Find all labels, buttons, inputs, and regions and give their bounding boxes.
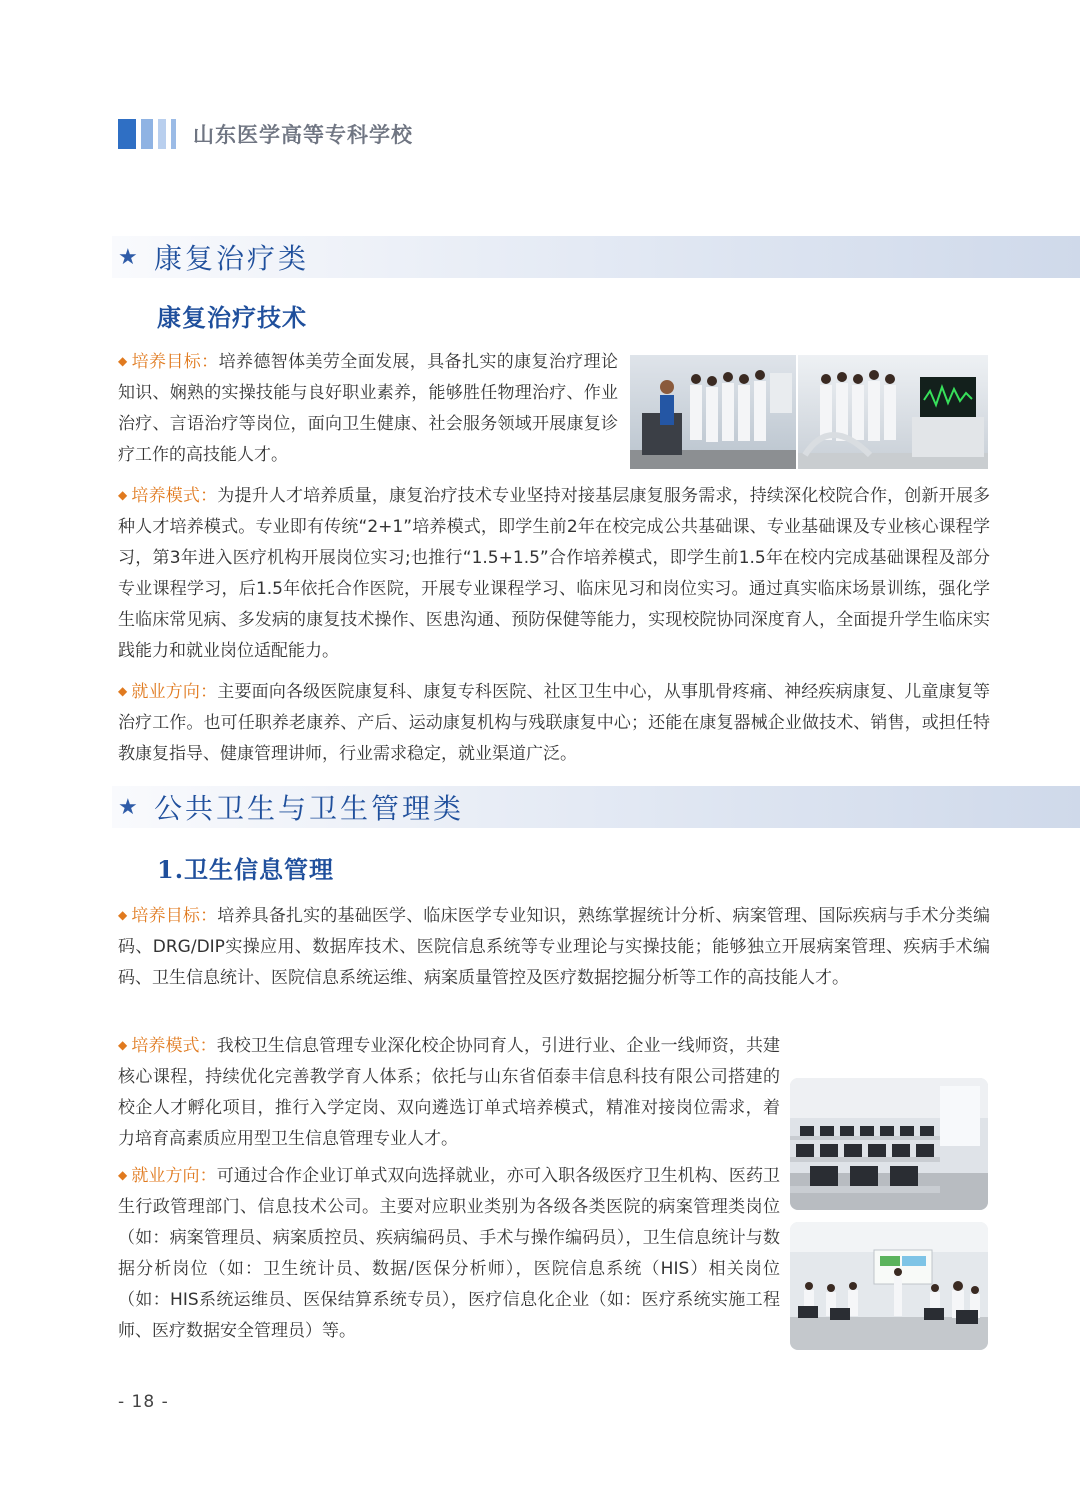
employment-paragraph	[118, 1160, 780, 1347]
diamond-bullet-icon: ◆	[118, 1038, 128, 1052]
training-goal-paragraph	[118, 346, 618, 471]
category-heading	[118, 236, 309, 278]
training-mode-paragraph	[118, 480, 990, 667]
diamond-bullet-icon: ◆	[118, 684, 128, 698]
label-training-goal: 培养目标：	[131, 352, 219, 372]
employment-text: 可通过合作企业订单式双向选择就业，亦可入职各级医疗卫生机构、医药卫生行政管理部门、信息技术公司。主要对应职业类别为各级各类医院的病案管理类岗位（如：病案管理员、病案质控员、疾病编码员、手术与操作编码员），卫生信息统计与数据分析岗位（如：卫生统计员、数据/医保分析师），医院信息系统（HIS）相关岗位（如：HIS系统运维员、医保结算系统专员），医疗信息化企业（如：医疗系统实施工程师、医疗数据安全管理员）等。	[118, 1166, 781, 1341]
header-bars-logo	[118, 119, 181, 149]
star-icon: ★	[118, 794, 138, 820]
training-mode-paragraph	[118, 1030, 780, 1155]
label-training-mode: 培养模式：	[131, 486, 218, 506]
training-goal-text: 培养德智体美劳全面发展，具备扎实的康复治疗理论知识、娴熟的实操技能与良好职业素养，能够胜任物理治疗、作业治疗、言语治疗等岗位，面向卫生健康、社会服务领域开展康复诊疗工作的高技能人才。	[118, 352, 619, 465]
employment-text: 主要面向各级医院康复科、康复专科医院、社区卫生中心，从事肌骨疼痛、神经疾病康复、儿童康复等治疗工作。也可任职养老康养、产后、运动康复机构与残联康复中心；还能在康复器械企业做技术、销售，或担任特教康复指导、健康管理讲师，行业需求稳定，就业渠道广泛。	[118, 682, 991, 764]
star-icon: ★	[118, 244, 138, 270]
school-name: 山东医学高等专科学校	[193, 123, 413, 147]
program-title: 康复治疗技术	[157, 303, 307, 332]
program-title: 1.卫生信息管理	[157, 855, 335, 884]
category-title: 康复治疗类	[154, 242, 310, 275]
classroom-teaching-photo	[790, 1222, 988, 1350]
label-employment: 就业方向：	[131, 1166, 217, 1186]
computer-lab-photo	[790, 1078, 988, 1210]
label-training-mode: 培养模式：	[131, 1036, 217, 1056]
page-header	[118, 118, 413, 150]
employment-paragraph	[118, 676, 990, 770]
label-employment: 就业方向：	[131, 682, 218, 702]
diamond-bullet-icon: ◆	[118, 488, 128, 502]
training-goal-text: 培养具备扎实的基础医学、临床医学专业知识，熟练掌握统计分析、病案管理、国际疾病与手术分类编码、DRG/DIP实操应用、数据库技术、医院信息系统等专业理论与实操技能；能够独立开展病案管理、疾病手术编码、卫生信息统计、医院信息系统运维、病案质量管控及医疗数据挖掘分析等工作的高技能人才。	[118, 906, 991, 988]
diamond-bullet-icon: ◆	[118, 908, 128, 922]
category-title: 公共卫生与卫生管理类	[154, 792, 465, 825]
page-number: - 18 -	[118, 1392, 169, 1412]
training-mode-text: 为提升人才培养质量，康复治疗技术专业坚持对接基层康复服务需求，持续深化校院合作，创新开展多种人才培养模式。专业即有传统“2+1”培养模式，即学生前2年在校完成公共基础课、专业基础课及专业核心课程学习，第3年进入医疗机构开展岗位实习;也推行“1.5+1.5”合作培养模式，即学生前1.5年在校内完成基础课程及部分专业课程学习，后1.5年依托合作医院，开展专业课程学习、临床见习和岗位实习。通过真实临床场景训练，强化学生临床常见病、多发病的康复技术操作、医患沟通、预防保健等能力，实现校院协同深度育人，全面提升学生临床实践能力和就业岗位适配能力。	[118, 486, 991, 661]
category-heading	[118, 786, 464, 828]
training-mode-text: 我校卫生信息管理专业深化校企协同育人，引进行业、企业一线师资，共建核心课程，持续优化完善教学育人体系；依托与山东省佰泰丰信息科技有限公司搭建的校企人才孵化项目，推行入学定岗、双向遴选订单式培养模式，精准对接岗位需求，着力培育高素质应用型卫生信息管理专业人才。	[118, 1036, 781, 1149]
diamond-bullet-icon: ◆	[118, 354, 128, 368]
rehab-training-photo	[630, 355, 988, 469]
diamond-bullet-icon: ◆	[118, 1168, 128, 1182]
training-goal-paragraph	[118, 900, 990, 994]
label-training-goal: 培养目标：	[131, 906, 218, 926]
